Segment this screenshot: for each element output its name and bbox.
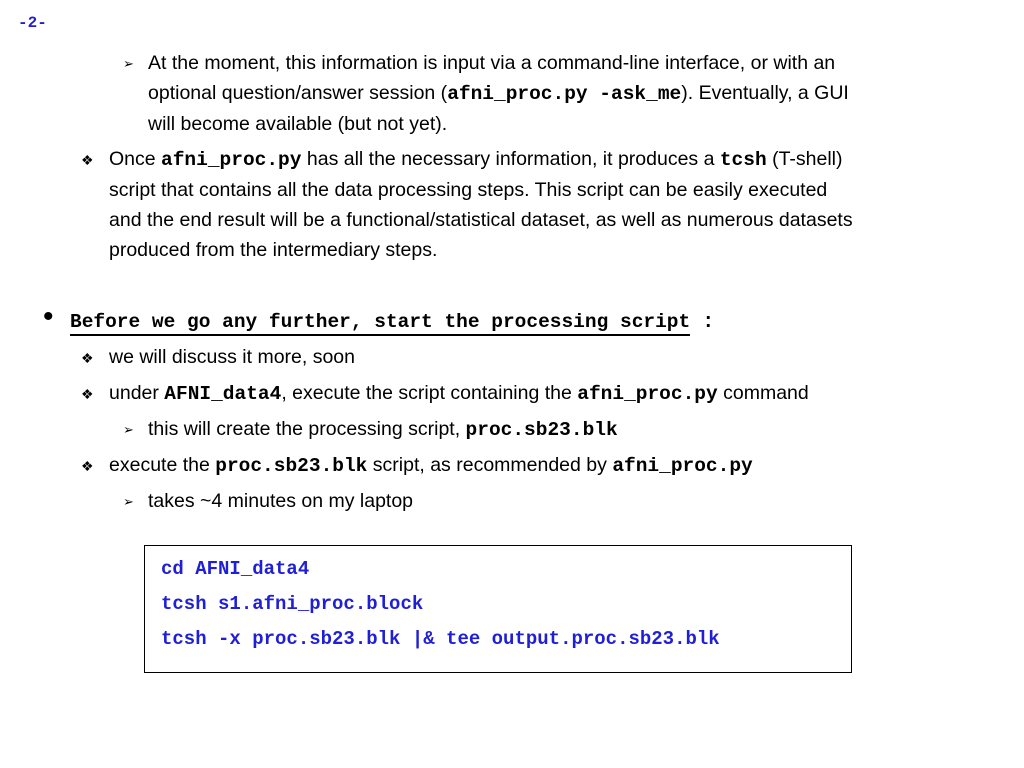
code-line: tcsh s1.afni_proc.block — [161, 593, 424, 615]
diamond-bullet-icon: ❖ — [81, 152, 94, 168]
diamond-item-produces-script — [81, 144, 989, 265]
code-line: cd AFNI_data4 — [161, 558, 310, 580]
code-inline: afni_proc.py — [577, 383, 718, 405]
code-inline: tcsh — [719, 149, 767, 171]
text-line: optional question/answer session (afni_proc.py -ask_me). Eventually, a GUI — [148, 82, 849, 105]
arrow-bullet-icon: ➢ — [123, 494, 134, 509]
text-line: and the end result will be a functional/statistical dataset, as well as numerous datasets — [109, 209, 853, 231]
arrow-item-create-script: ➢ this will create the processing script, proc.sb23.blk — [148, 414, 988, 445]
section-heading: Before we go any further, start the processing script — [70, 311, 690, 336]
bullet-icon: • — [43, 300, 54, 333]
text-line: Once afni_proc.py has all the necessary information, it produces a tcsh (T-shell) — [109, 148, 843, 171]
arrow-bullet-icon: ➢ — [123, 56, 134, 71]
text-line: At the moment, this information is input via a command-line interface, or with an — [148, 52, 836, 74]
diamond-item-under-afni-data4: ❖ under AFNI_data4, execute the script containing the afni_proc.py command — [109, 378, 989, 409]
page-number: -2- — [18, 14, 47, 32]
diamond-item-execute-script: ❖ execute the proc.sb23.blk script, as recommended by afni_proc.py — [109, 450, 989, 481]
code-inline: afni_proc.py — [612, 455, 753, 477]
code-inline: AFNI_data4 — [164, 383, 282, 405]
arrow-item-takes-minutes: ➢ takes ~4 minutes on my laptop — [148, 486, 988, 516]
code-inline: proc.sb23.blk — [215, 455, 368, 477]
arrow-bullet-icon: ➢ — [123, 422, 134, 437]
heading-colon: : — [690, 311, 715, 334]
code-block — [144, 545, 852, 673]
text-line: script that contains all the data processing steps. This script can be easily executed — [109, 179, 828, 201]
diamond-bullet-icon: ❖ — [81, 458, 94, 474]
code-inline: afni_proc.py -ask_me — [447, 83, 682, 105]
text-line: will become available (but not yet). — [148, 113, 448, 135]
diamond-bullet-icon: ❖ — [81, 386, 94, 402]
code-inline: proc.sb23.blk — [465, 419, 618, 441]
text-line: produced from the intermediary steps. — [109, 239, 438, 261]
bullet-heading — [43, 300, 970, 338]
diamond-bullet-icon: ❖ — [81, 350, 94, 366]
arrow-item-input-method — [123, 48, 988, 139]
diamond-item-discuss: ❖ we will discuss it more, soon — [109, 342, 989, 372]
code-line: tcsh -x proc.sb23.blk |& tee output.proc.sb23.blk — [161, 628, 720, 650]
code-inline: afni_proc.py — [161, 149, 302, 171]
